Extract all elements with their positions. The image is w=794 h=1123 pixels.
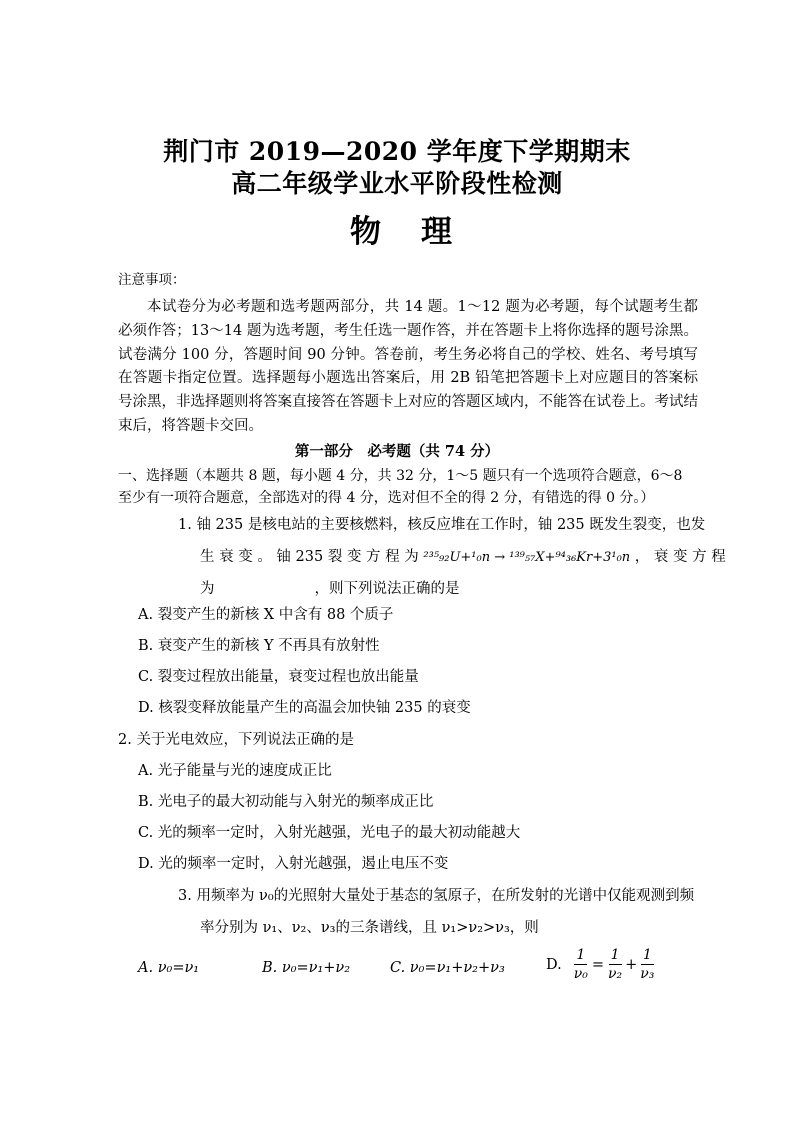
q2-option-b[interactable]: B. 光电子的最大初动能与入射光的频率成正比	[138, 794, 434, 810]
q2-option-c[interactable]: C. 光的频率一定时，入射光越强，光电子的最大初动能越大	[138, 825, 521, 841]
q1-option-a[interactable]: A. 裂变产生的新核 X 中含有 88 个质子	[138, 607, 394, 623]
exam-title-line2: 高二年级学业水平阶段性检测	[231, 169, 563, 198]
q3-option-b[interactable]: B. ν₀=ν₁+ν₂	[262, 960, 351, 976]
q1-line3-prefix: 为	[200, 581, 215, 597]
q3-line1: 3. 用频率为 ν₀的光照射大量处于基态的氢原子，在所发射的光谱中仅能观测到频	[178, 888, 695, 904]
notice-label: 注意事项：	[118, 272, 186, 288]
q1-line3-suffix: ，则下列说法正确的是	[314, 581, 460, 597]
q3-frac-r1-num: 1	[610, 947, 620, 963]
q3-plus-sign: +	[625, 956, 638, 973]
q3-option-c[interactable]: C. ν₀=ν₁+ν₂+ν₃	[390, 960, 505, 976]
subject-title: 物理	[350, 214, 492, 250]
q2-option-a[interactable]: A. 光子能量与光的速度成正比	[138, 763, 332, 779]
q3-option-d-label: D.	[546, 956, 562, 973]
q3-line2: 率分别为 ν₁、ν₂、ν₃的三条谱线，且 ν₁>ν₂>ν₃，则	[200, 920, 539, 936]
section-intro: 一、选择题（本题共 8 题，每小题 4 分，共 32 分，1～5 题只有一个选项符合题意，6～8 至少有一项符合题意，全部选对的得 4 分，选对但不全的得 2 分，有错选的得 0 分。）	[118, 468, 683, 506]
q1-fission-equation: ²³⁵₉₂U+¹₀n → ¹³⁹₅₇X+⁹⁴₃₆Kr+3¹₀n	[423, 550, 631, 565]
q1-line2	[200, 545, 726, 566]
exam-title-line1: 荆门市 2019—2020 学年度下学期期末	[163, 137, 631, 166]
q3-frac-r1-den: ν₂	[608, 966, 623, 982]
q1-option-d[interactable]: D. 核裂变释放能量产生的高温会加快铀 235 的衰变	[138, 700, 471, 716]
q3-frac-r2-num: 1	[642, 947, 652, 963]
notice-body: 本试卷分为必考题和选考题两部分，共 14 题。1～12 题为必考题，每个试题考生都必须作答；13～14 题为选考题，考生任选一题作答，并在答题卡上将你选择的题号涂黑。试卷满分 100 分，答题时间 90 分钟。答卷前，考生务必将自己的学校、姓名、考号填写在答题卡指定位置。选择题每小题选出答案后，用 2B 铅笔把答题卡上对应题目的答案标号涂黑，非选择题则将答案直接答在答题卡上对应的答题区域内，不能答在试卷上。考试结束后，将答题卡交回。	[118, 299, 698, 434]
q3-frac-lhs	[572, 946, 590, 983]
q3-option-a[interactable]: A. ν₀=ν₁	[138, 960, 200, 976]
q3-frac-r2-den: ν₃	[640, 966, 655, 982]
q1-option-c[interactable]: C. 裂变过程放出能量，衰变过程也放出能量	[138, 669, 419, 685]
q1-line2-suffix: ， 衰 变 方 程	[634, 549, 726, 565]
q3-frac-lhs-den: ν₀	[573, 966, 588, 982]
q3-frac-r1	[606, 946, 624, 983]
q3-frac-r2	[638, 946, 656, 983]
q3-option-d[interactable]	[546, 946, 656, 983]
q3-equals-sign: =	[591, 956, 604, 973]
q3-frac-lhs-num: 1	[576, 947, 586, 963]
q1-option-b[interactable]: B. 衰变产生的新核 Y 不再具有放射性	[138, 638, 380, 654]
section-heading: 第一部分 必考题（共 74 分）	[294, 443, 500, 460]
q1-line1: 1. 铀 235 是核电站的主要核燃料，核反应堆在工作时，铀 235 既发生裂变，也发	[178, 517, 706, 533]
q2-stem: 2. 关于光电效应，下列说法正确的是	[118, 732, 354, 748]
q1-line2-prefix: 生 衰 变 。 铀 235 裂 变 方 程 为	[200, 549, 419, 565]
q2-option-d[interactable]: D. 光的频率一定时，入射光越强，遏止电压不变	[138, 856, 449, 872]
q1-line3	[200, 577, 460, 598]
